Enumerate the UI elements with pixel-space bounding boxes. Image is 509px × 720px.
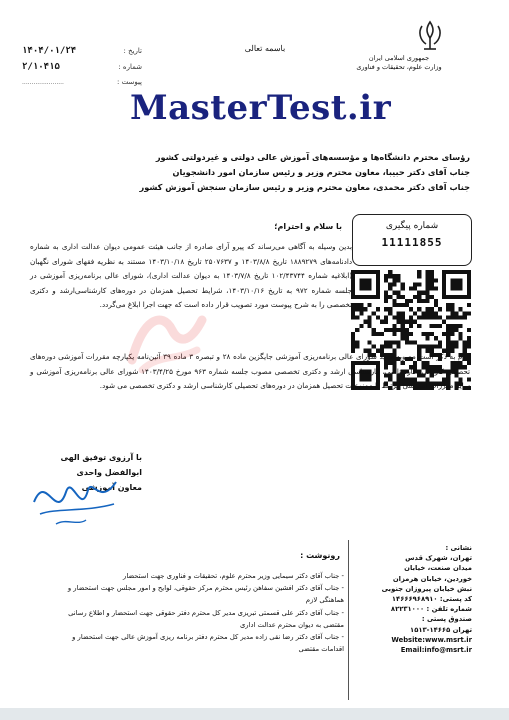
basmala: باسمه تعالی: [244, 44, 286, 53]
ministry-name: جمهوری اسلامی ایران وزارت علوم، تحقیقات و فناوری: [356, 54, 442, 71]
cc-item: - جناب آقای دکتر سیمایی وزیر محترم علوم، تحقیقات و فناوری جهت استحضار: [123, 572, 344, 580]
cc-item: هماهنگی لازم: [305, 596, 344, 605]
stamp-mark-icon: [122, 300, 212, 380]
closing-line: با آرزوی توفیق الهی: [60, 453, 142, 462]
bottom-edge: [0, 708, 509, 720]
watermark-text: MasterTest.ir: [130, 88, 392, 128]
date-label: تاریخ :: [123, 47, 142, 55]
cc-title: رونوشت :: [300, 551, 340, 560]
address-line: میدان صنعت، خیابان: [404, 564, 472, 573]
cc-item: مقتضی به دیوان محترم عدالت اداری: [239, 620, 344, 629]
body-paragraph-1: بدین وسیله به آگاهی می‌رساند که پیرو آرای صادره از جانب هیئت عمومی دیوان عدالت اداری به شماره دادنامه‌های ۱۸۸۹۲۷۹ تاریخ ۱۴۰۳/۸/۸ و ۲۵۰۷۶۳۷ تاریخ ۱۴۰۳/۱۰/۱۸ مستند به نظریه فقهای شورای نگهبان (ابلاغیه شماره ۱۰۲/۴۳۷۴۴ تاریخ ۱۴۰۳/۷/۸ به دیوان عدالت اداری)، شورای عالی برنامه‌ریزی آموزشی در جلسه شماره ۹۷۲ به تاریخ ۱۴۰۳/۱۰/۱۶، شرایط تحصیل همزمان در دوره‌های کارشناسی‌ارشد و دکتری تخصصی را به شرح پیوست مورد تصویب قرار داده است که جهت اجرا ابلاغ می‌گردد.: [30, 242, 353, 309]
body-paragraph-2: لازم به ذکر است مصوبه جدید شورای عالی برنامه‌ریزی آموزشی جایگزین ماده ۲۸ و تبصره ۳ ماده ۳۹ آئین‌نامه یکپارچه مقررات آموزشی دوره‌های تحصیلی کاردانی، کارشناسی، کارشناسی ارشد و دکتری تخصصی مصوب جلسه شماره ۹۶۳ مورخ ۱۴۰۳/۴/۲۵ شورای عالی برنامه‌ریزی آموزشی و سایر مقررات آموزشی مرتبط با ممنوعیت تحصیل همزمان در دوره‌های تحصیلی کارشناسی ارشد و دکتری تخصصی می‌ شود.: [30, 352, 470, 390]
email-link[interactable]: Email:info@msrt.ir: [400, 646, 472, 655]
address-line: تهران، شهرک قدس: [405, 554, 472, 563]
address-line: شماره تلفن : ۸۲۲۳۱۰۰۰: [390, 605, 472, 614]
tracking-label: شماره پیگیری: [385, 221, 439, 231]
attachment-row: [22, 78, 142, 86]
website-link[interactable]: Website:www.msrt.ir: [391, 635, 472, 644]
address-line: خوردین، خیابان هرمزان: [392, 574, 472, 583]
cc-item: اقدامات مقتضی: [298, 645, 344, 654]
recipient-line: جناب آقای دکتر محمدی، معاون محترم وزیر و رئیس سازمان سنجش آموزش کشور: [139, 182, 470, 192]
cc-item: - جناب آقای دکتر رضا نقی زاده مدیر کل محترم دفتر برنامه ریزی آموزش عالی جهت استحضار و: [72, 633, 344, 642]
date-value: ۱۴۰۴/۰۱/۲۴: [22, 46, 77, 56]
address-line: تهران ۱۴۶۶۵-۱۵۱۳: [410, 625, 472, 634]
recipient-line: رؤسای محترم دانشگاه‌ها و مؤسسه‌های آموزش عالی دولتی و غیردولتی کشور: [155, 152, 470, 162]
tracking-number: 11111855: [381, 236, 443, 249]
signer-title: معاون آموزشی: [81, 483, 142, 492]
attachment-value: ......................: [22, 78, 64, 86]
recipients-block: [60, 150, 470, 195]
address-divider: [348, 540, 349, 700]
address-line: نشانی :: [445, 544, 472, 552]
attachment-label: پیوست :: [117, 78, 142, 86]
salutation: با سلام و احترام؛: [274, 222, 342, 231]
number-label: شماره :: [118, 63, 142, 71]
number-row: [22, 62, 142, 72]
cc-list: [24, 570, 344, 655]
cc-item: - جناب آقای دکتر علی قسمتی تبریزی مدیر کل محترم دفتر حقوقی جهت استحضار و اطلاع رسانی: [68, 608, 344, 617]
handwritten-signature-icon: [26, 462, 126, 532]
number-value: ۲/۱۰۴۱۵: [22, 62, 60, 72]
tracking-box: [352, 214, 472, 266]
signer-name: ابوالفضل واحدی: [76, 468, 142, 477]
address-line: کد پستی: ۱۴۶۶۶۹۶۸۹۱۰: [391, 595, 472, 604]
address-block: [352, 543, 472, 655]
date-row: [22, 46, 142, 56]
iran-emblem-icon: [412, 18, 448, 54]
address-line: صندوق پستی :: [421, 615, 472, 624]
recipient-line: جناب آقای دکتر حبیبا، معاون محترم وزیر و رئیس سازمان امور دانشجویان: [172, 167, 470, 177]
cc-item: - جناب آقای دکتر افشین سفاهن رئیس محترم مرکز حقوقی، لوایح و امور مجلس جهت استحضار و: [67, 584, 344, 593]
address-line: نبش خیابان پیروزان جنوبی: [381, 584, 472, 593]
